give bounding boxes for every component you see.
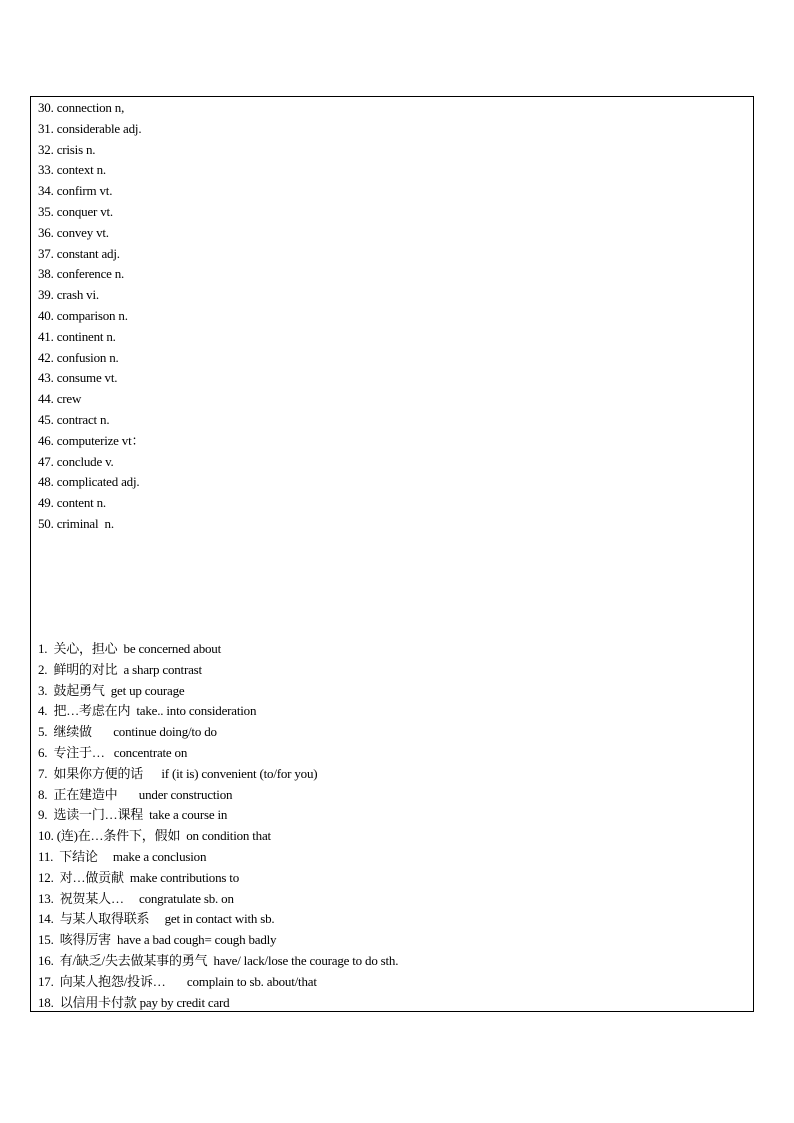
vocab-item: 50. criminal n. [38, 515, 114, 531]
phrase-item: 3. 鼓起勇气 get up courage [38, 682, 185, 698]
phrase-item: 4. 把…考虑在内 take.. into consideration [38, 703, 257, 719]
vocab-item: 46. computerize vt： [38, 432, 145, 448]
vocab-item: 45. contract n. [38, 411, 110, 427]
phrase-item: 15. 咳得厉害 have a bad cough= cough badly [38, 932, 277, 948]
vocab-item: 38. conference n. [38, 266, 125, 282]
vocab-item: 32. crisis n. [38, 141, 96, 157]
phrase-list [38, 639, 398, 1013]
vocab-item: 34. confirm vt. [38, 183, 113, 199]
phrase-item: 5. 继续做 continue doing/to do [38, 724, 217, 740]
vocab-item: 30. connection n, [38, 100, 125, 115]
phrase-item: 2. 鲜明的对比 a sharp contrast [38, 661, 202, 677]
phrase-item: 8. 正在建造中 under construction [38, 786, 233, 802]
phrase-item: 14. 与某人取得联系 get in contact with sb. [38, 911, 275, 927]
phrase-item: 9. 选读一门…课程 take a course in [38, 807, 228, 823]
phrase-item: 13. 祝贺某人… congratulate sb. on [38, 890, 234, 906]
vocab-item: 49. content n. [38, 495, 106, 511]
phrase-item: 6. 专注于… concentrate on [38, 744, 188, 760]
vocab-item: 33. context n. [38, 162, 106, 178]
phrase-item: 10. (连)在…条件下，假如 on condition that [38, 828, 271, 844]
vocab-item: 36. convey vt. [38, 224, 109, 240]
phrase-item: 7. 如果你方便的话 if (it is) convenient (to/for you) [38, 765, 318, 781]
vocab-item: 37. constant adj. [38, 245, 120, 261]
vocabulary-list [38, 98, 144, 535]
vocab-item: 42. confusion n. [38, 349, 119, 365]
vocab-item: 31. considerable adj. [38, 120, 142, 136]
vocab-item: 43. consume vt. [38, 370, 118, 386]
vocab-item: 35. conquer vt. [38, 203, 113, 219]
vocab-item: 41. continent n. [38, 328, 116, 344]
vocab-item: 39. crash vi. [38, 287, 99, 303]
phrase-item: 18. 以信用卡付款 pay by credit card [38, 994, 230, 1010]
vocab-item: 40. comparison n. [38, 307, 128, 323]
phrase-item: 12. 对…做贡献 make contributions to [38, 869, 240, 885]
phrase-item: 11. 下结论 make a conclusion [38, 848, 207, 864]
phrase-item: 1. 关心，担心 be concerned about [38, 641, 222, 656]
vocab-item: 44. crew [38, 391, 82, 407]
vocab-item: 48. complicated adj. [38, 474, 140, 490]
phrase-item: 16. 有/缺乏/失去做某事的勇气 have/ lack/lose the courage to do sth. [38, 952, 399, 968]
content-table-cell [30, 96, 754, 1012]
phrase-item: 17. 向某人抱怨/投诉… complain to sb. about/that [38, 973, 317, 989]
vocab-item: 47. conclude v. [38, 453, 114, 469]
